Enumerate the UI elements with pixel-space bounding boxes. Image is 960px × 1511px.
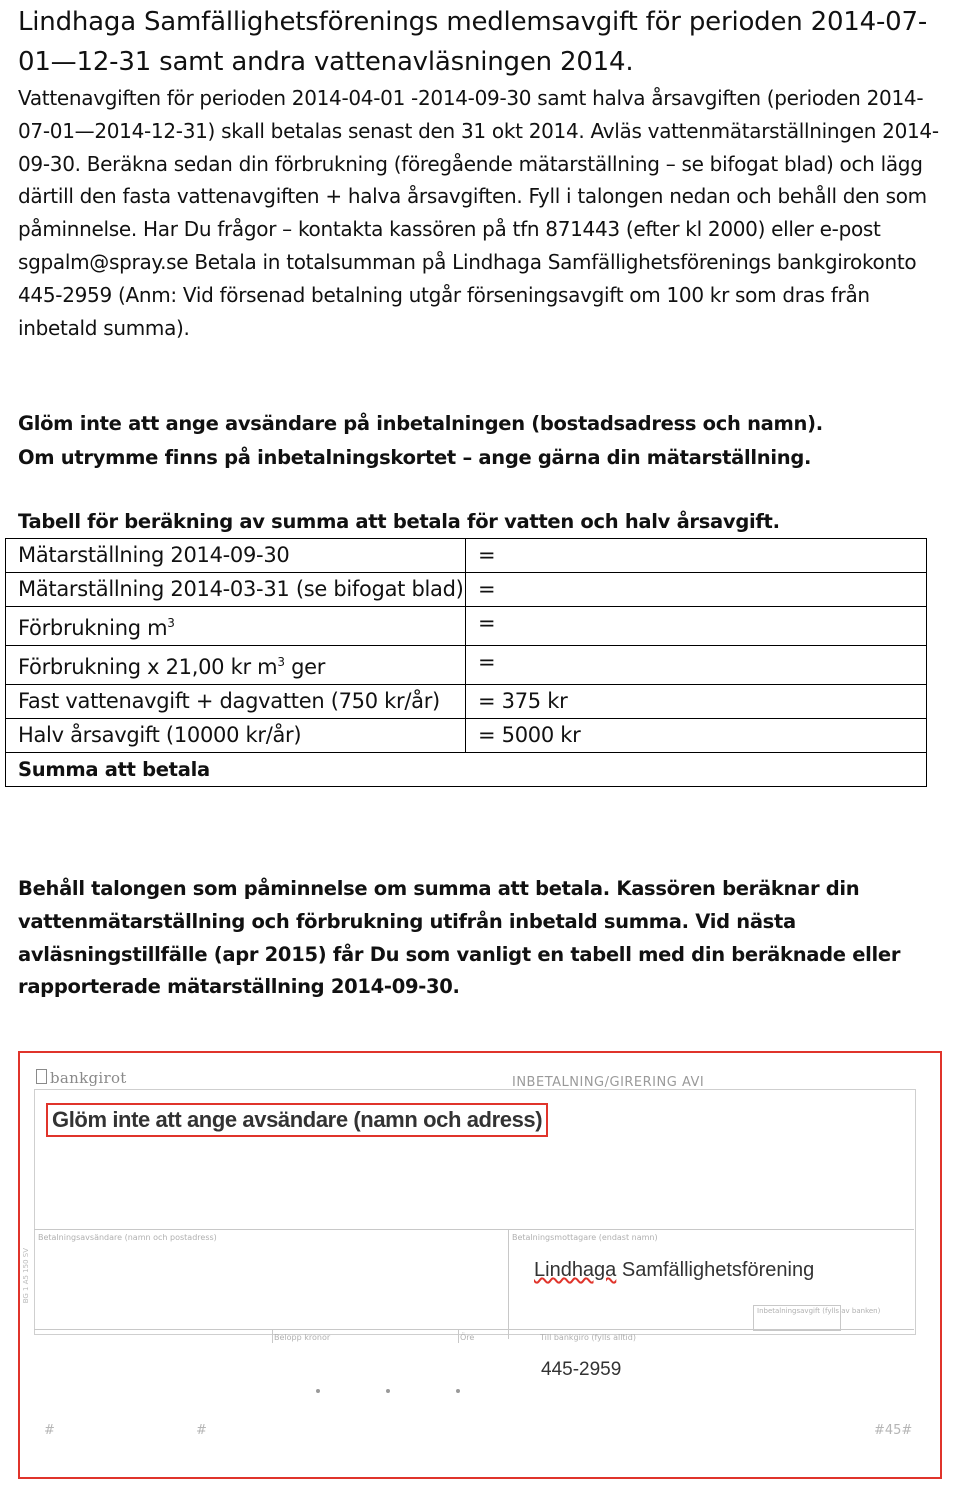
row-label: Halv årsavgift (10000 kr/år) [6,719,466,753]
bankgirot-logo [36,1069,127,1087]
ocr-mark-right: #45# [874,1423,913,1438]
row-value[interactable]: = [466,539,927,573]
table-row [6,607,927,646]
row-value[interactable]: = [466,607,927,646]
document-title: Lindhaga Samfällighetsförenings medlemsavgift för perioden 2014-07-01—12-31 samt andra vattenavläsningen 2014. [18,7,928,77]
row-label-total: Summa att betala [6,753,927,787]
payee-name [534,1259,814,1282]
row-value: = 5000 kr [466,719,927,753]
payment-slip [18,1051,942,1479]
slip-divider [272,1329,273,1343]
side-text: BG 1 A5 150 SV [22,1248,30,1304]
slip-divider [458,1329,459,1343]
table-row [6,685,927,719]
separator-dot [316,1389,320,1393]
ore-field-label: Öre [460,1333,475,1342]
ocr-mark-mid: # [196,1423,207,1438]
payee-name-part-2: Samfällighetsförening [616,1259,815,1281]
intro-paragraph: Vattenavgiften för perioden 2014-04-01 -2014-09-30 samt halva årsavgiften (perioden 2014-07-01—2014-12-31) skall betalas senast den 31 okt 2014. Avläs vattenmätarställningen 2014-09-30. Beräkna sedan din förbrukning (föregående mätarställning – se bifogat blad) och lägg därtill den fasta vattenavgiften + halva årsavgiften. Fyll i talongen nedan och behåll den som påminnelse. Har Du frågor – kontakta kassören på tfn 871443 (efter kl 2000) eller e-post sgpalm@spray.se Betala in totalsumman på Lindhaga Samfällighetsförenings bankgirokonto 445-2959 (Anm: Vid försenad betalning utgår förseningsavgift om 100 kr som dras från inbetald summa). [18,86,939,340]
table-caption: Tabell för beräkning av summa att betala för vatten och halv årsavgift. [18,510,780,533]
row-value[interactable]: = [466,573,927,607]
row-value[interactable]: = [466,646,927,685]
reminder-line-1: Glöm inte att ange avsändare på inbetalningen (bostadsadress och namn). [18,412,823,435]
bankgiro-account: 445-2959 [541,1359,622,1380]
payee-field-label: Betalningsmottagare (endast namn) [512,1233,658,1242]
sender-field-label: Betalningsavsändare (namn och postadress) [38,1233,217,1242]
label-suffix: ger [284,655,326,679]
table-row [6,539,927,573]
payee-name-part-1: Lindhaga [534,1259,617,1281]
superscript: 3 [167,616,175,630]
table-row [6,573,927,607]
row-label: Mätarställning 2014-09-30 [6,539,466,573]
fee-field-label: Inbetalningsavgift (fylls av banken) [757,1307,881,1315]
table-row [6,753,927,787]
separator-dot [456,1389,460,1393]
row-label [6,646,466,685]
reminder-line-2: Om utrymme finns på inbetalningskortet – ange gärna din mätarställning. [18,445,812,469]
row-label: Mätarställning 2014-03-31 (se bifogat blad) [6,573,466,607]
label-text: Förbrukning x 21,00 kr m [18,655,278,679]
closing-paragraph: Behåll talongen som påminnelse om summa att betala. Kassören beräknar din vattenmätarställning och förbrukning utifrån inbetald summa. Vid nästa avläsningstillfälle (apr 2015) får Du som vanligt en tabell med din beräknade eller rapporterade mätarställning 2014-09-30. [18,877,901,999]
ocr-mark-left: # [44,1423,55,1438]
table-row [6,719,927,753]
to-account-field-label: Till bankgiro (fylls alltid) [540,1333,636,1342]
superscript: 3 [277,655,285,669]
slip-type-label: INBETALNING/GIRERING AVI [512,1075,705,1090]
table-row [6,646,927,685]
calculation-table [5,538,927,787]
row-label [6,607,466,646]
bankgirot-icon [36,1069,47,1084]
label-text: Förbrukning m [18,616,168,640]
amount-field-label: Belopp kronor [274,1333,331,1342]
row-label: Fast vattenavgift + dagvatten (750 kr/år) [6,685,466,719]
slip-divider [34,1229,914,1230]
sender-note: Glöm inte att ange avsändare (namn och adress) [46,1103,548,1137]
slip-divider [508,1229,509,1339]
sender-reminder [18,407,943,474]
separator-dot [386,1389,390,1393]
row-value: = 375 kr [466,685,927,719]
bank-logo-text: bankgirot [50,1069,127,1087]
